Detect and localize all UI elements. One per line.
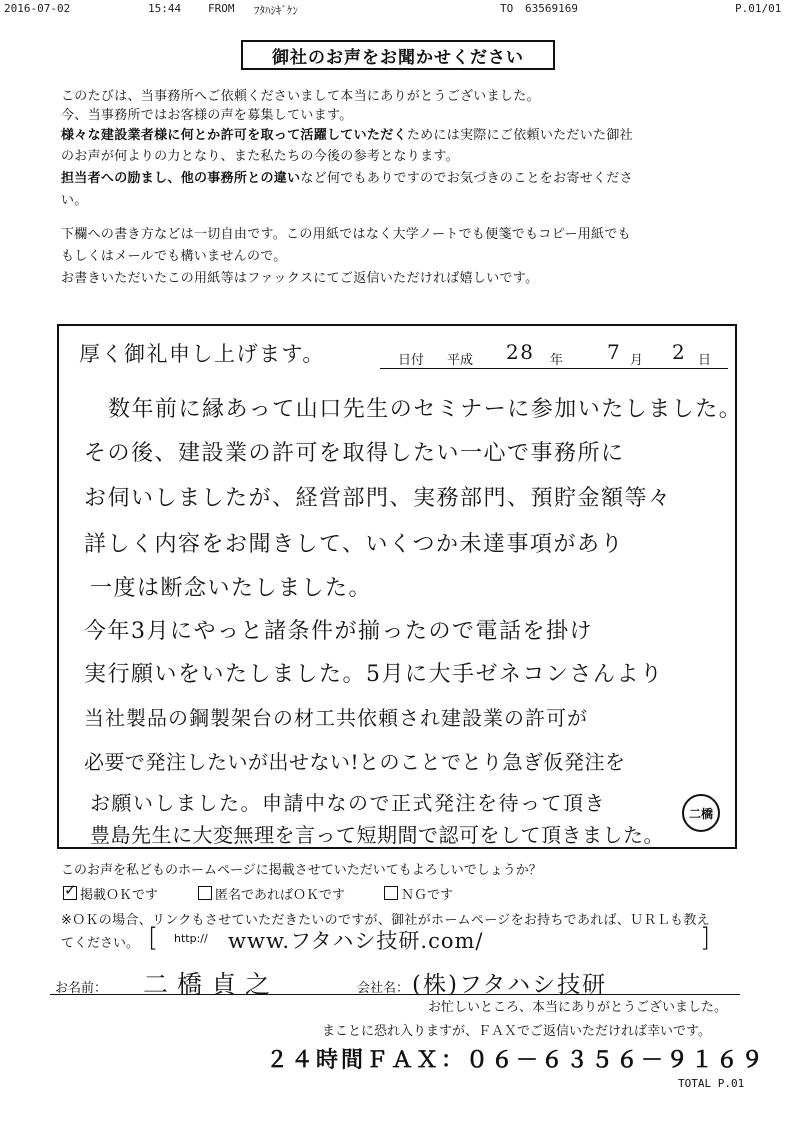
date-year: 28 [506, 340, 535, 364]
date-month-unit: 月 [630, 353, 644, 368]
fax-to-label: TO [500, 2, 514, 15]
intro-line: い。 [61, 193, 88, 208]
greeting: 厚く御礼申し上げます。 [79, 342, 325, 366]
option-ng[interactable] [384, 884, 453, 903]
handwritten-line: 当社製品の鋼製架台の材工共依頼され建設業の許可が [84, 706, 588, 730]
ok-label: 掲載ＯＫです [80, 888, 159, 903]
date-year-unit: 年 [550, 353, 564, 368]
fax-page: P.01/01 [735, 2, 782, 15]
fax-from-label: FROM [208, 2, 235, 15]
company-label: 会社名： [357, 981, 410, 996]
handwritten-line: 今年3月にやっと諸条件が揃ったので電話を掛け [84, 619, 593, 644]
option-anonymous[interactable] [198, 884, 345, 903]
fax-date: 2016-07-02 [4, 2, 71, 15]
date-day-unit: 日 [698, 353, 712, 368]
handwritten-line: お願いしました。申請中なので正式発注を待って頂き [90, 791, 606, 815]
handwritten-line: 詳しく内容をお聞きして、いくつか未達事項があり [84, 532, 625, 557]
fax-request-line: まことに恐れ入りますが、ＦＡＸでご返信いただければ幸いです。 [322, 1024, 711, 1039]
intro-line: のお声が何よりの力となり、また私たちの今後の参考となります。 [61, 149, 459, 164]
date-month: 7 [607, 340, 622, 364]
ng-label: ＮＧです [401, 888, 454, 903]
intro-bold: 担当者への励まし、他の事務所との違い [61, 171, 301, 186]
intro-line [61, 170, 633, 187]
handwritten-line: 数年前に縁あって山口先生のセミナーに参加いたしました。 [108, 397, 743, 422]
handwritten-line: その後、建設業の許可を取得したい一心で事務所に [84, 441, 625, 466]
date-day: 2 [672, 340, 687, 364]
anonymous-checkbox[interactable] [198, 886, 212, 900]
handwritten-line: 実行願いをいたしました。5月に大手ゼネコンさんより [84, 662, 664, 687]
intro-text: など何でもありですのでお気づきのことをお寄せくださ [300, 171, 633, 186]
date-era: 平成 [447, 353, 474, 368]
total-pages: TOTAL P.01 [678, 1077, 745, 1090]
bracket-open: [ [148, 923, 159, 953]
name-seal-stamp: 二橋 [682, 794, 720, 832]
intro-line: 下欄への書き方などは一切自由です。この用紙ではなく大学ノートでも便箋でもコピー用紙でも [61, 227, 631, 242]
fax-to-number: 63569169 [525, 2, 578, 15]
intro-line: 今、当事務所ではお客様の声を募集しています。 [61, 108, 353, 123]
intro-line: お書きいただいたこの用紙等はファックスにてご返信いただければ嬉しいです。 [61, 271, 539, 286]
permission-question: このお声を私どものホームページに掲載させていただいてもよろしいでしょうか？ [61, 863, 542, 878]
ng-checkbox[interactable] [384, 886, 398, 900]
name-value: 二橋貞之 [143, 970, 280, 999]
company-value: (株)フタハシ技研 [412, 972, 608, 998]
option-ok[interactable] [63, 884, 158, 903]
intro-line: もしくはメールでも構いませんので。 [61, 249, 287, 264]
bracket-close: ] [700, 923, 711, 953]
intro-text: ためには実際にご依頼いただいた御社 [406, 128, 633, 143]
date-label: 日付 [398, 353, 425, 368]
handwritten-line: 必要で発注したいが出せない!とのことでとり急ぎ仮発注を [84, 750, 626, 774]
intro-bold: 様々な建設業者様に何とか許可を取って活躍していただく [61, 128, 407, 143]
thanks-line: お忙しいところ、本当にありがとうございました。 [428, 1000, 728, 1015]
handwritten-line: お伺いしましたが、経営部門、実務部門、預貯金額等々 [84, 486, 672, 511]
link-note: ※ＯＫの場合、リンクもさせていただきたいのですが、御社がホームページをお持ちであれば、ＵＲＬも教え [61, 913, 710, 928]
fax-time: 15:44 [148, 2, 182, 15]
fax-number-line [266, 1043, 766, 1074]
handwritten-line: 一度は断念いたしました。 [90, 576, 373, 601]
url-value: www.フタハシ技研.com/ [228, 929, 484, 953]
handwritten-line: 豊島先生に大変無理を言って短期間で認可をして頂きました。 [90, 823, 664, 847]
name-label: お名前： [55, 981, 108, 996]
fax-from-name: ﾌﾀﾊｼｷﾞｹﾝ [254, 4, 298, 17]
intro-line: このたびは、当事務所へご依頼くださいまして本当にありがとうございました。 [61, 89, 540, 104]
url-field[interactable] [148, 923, 713, 953]
anonymous-label: 匿名であればＯＫです [215, 888, 346, 903]
url-prefix: http:// [174, 932, 208, 945]
fax-label: ２４時間ＦＡＸ： [266, 1048, 467, 1073]
intro-line [61, 127, 633, 144]
fax-number: ０６－６３５６－９１６９ [466, 1048, 767, 1073]
form-title: 御社のお声をお聞かせください [241, 40, 555, 70]
link-note-cont: てください。 [61, 936, 140, 951]
ok-checkbox[interactable] [63, 886, 77, 900]
